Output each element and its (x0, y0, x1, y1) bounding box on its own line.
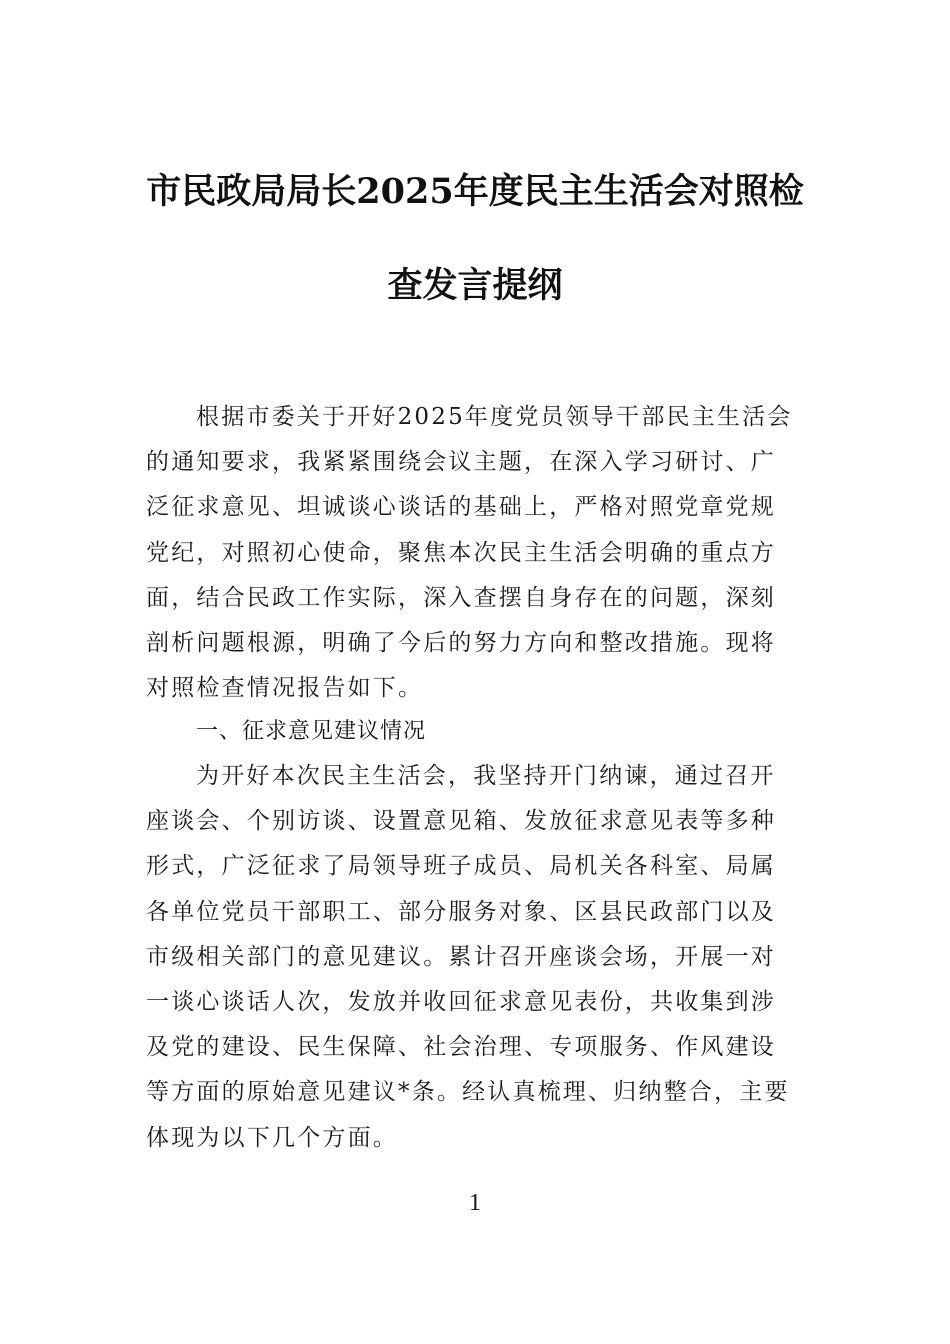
paragraph-line: 体现为以下几个方面。 (146, 1124, 398, 1151)
paragraph-line: 为开好本次民主生活会，我坚持开门纳谏，通过召开 (196, 763, 776, 789)
paragraph-line: 各单位党员干部职工、部分服务对象、区县民政部门以及 (146, 898, 776, 925)
paragraph-line: 等方面的原始意见建议*条。经认真梳理、归纳整合，主要 (146, 1079, 790, 1106)
paragraph-line: 形式，广泛征求了局领导班子成员、局机关各科室、局属 (146, 853, 776, 880)
paragraph-line: 的通知要求，我紧紧围绕会议主题，在深入学习研讨、广 (146, 449, 776, 476)
paragraph-line: 及党的建设、民生保障、社会治理、专项服务、作风建设 (146, 1034, 776, 1061)
paragraph-line: 面，结合民政工作实际，深入查摆自身存在的问题，深刻 (146, 584, 776, 611)
section-paragraph (146, 754, 826, 1161)
paragraph-line: 剖析问题根源，明确了今后的努力方向和整改措施。现将 (146, 629, 776, 656)
paragraph-line: 一谈心谈话人次，发放并收回征求意见表份，共收集到涉 (146, 988, 776, 1015)
paragraph-line: 泛征求意见、坦诚谈心谈话的基础上，严格对照党章党规 (146, 494, 776, 521)
paragraph-line: 对照检查情况报告如下。 (146, 675, 424, 702)
document-title-line-2: 查发言提纲 (387, 265, 563, 306)
paragraph-line: 座谈会、个别访谈、设置意见箱、发放征求意见表等多种 (146, 808, 776, 835)
page-number: 1 (469, 1190, 481, 1216)
section-heading: 一、征求意见建议情况 (196, 719, 427, 744)
intro-paragraph (146, 395, 826, 711)
paragraph-line: 根据市委关于开好2025年度党员领导干部民主生活会 (196, 404, 793, 430)
document-title-line-1: 市民政局局长2025年度民主生活会对照检 (146, 171, 804, 212)
paragraph-line: 市级相关部门的意见建议。累计召开座谈会场，开展一对 (146, 943, 776, 970)
paragraph-line: 党纪，对照初心使命，聚焦本次民主生活会明确的重点方 (146, 539, 776, 566)
